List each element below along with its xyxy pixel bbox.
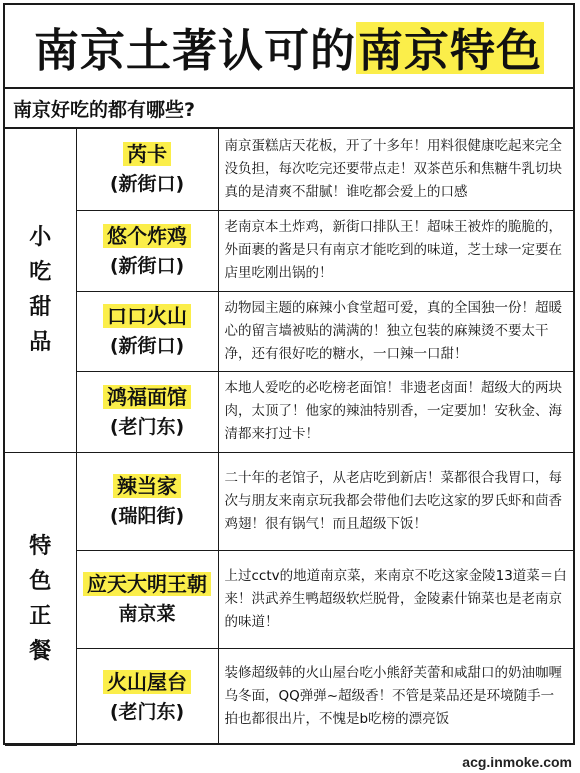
page-title <box>5 5 573 89</box>
restaurant-description: 动物园主题的麻辣小食堂超可爱，真的全国独一份！超暖心的留言墙被贴的满满的！独立包装的麻辣烫不要太干净，还有很好吃的糖水，一口辣一口甜！ <box>218 291 573 371</box>
food-guide-card <box>3 3 575 745</box>
question-heading: 南京好吃的都有哪些? <box>5 89 573 129</box>
category-char: 特 <box>29 533 52 559</box>
category-snacks <box>5 129 76 452</box>
restaurant-name: 芮卡 <box>123 139 171 169</box>
category-char: 甜 <box>29 295 52 321</box>
restaurant-location: (新街口) <box>109 335 185 357</box>
table-row <box>5 452 573 550</box>
title-text: 南京土著认可的 <box>33 23 356 77</box>
category-char: 吃 <box>29 260 52 286</box>
restaurant-name: 鸿福面馆 <box>103 382 191 412</box>
restaurant-description: 装修超级韩的火山屋台吃小熊舒芙蕾和咸甜口的奶油咖喱乌冬面，QQ弹弹~超级香！不管是菜品还是环境随手一拍也都很出片，不愧是b吃榜的漂亮饭 <box>218 648 573 745</box>
restaurant-name: 火山屋台 <box>103 667 191 697</box>
restaurant-description: 老南京本土炸鸡，新街口排队王！超味王被炸的脆脆的，外面裹的酱是只有南京才能吃到的味道，芝士球一定要在店里吃刚出锅的！ <box>218 210 573 291</box>
restaurant-name-cell <box>76 291 218 371</box>
table-row <box>5 210 573 291</box>
restaurant-description: 南京蛋糕店天花板，开了十多年！用料很健康吃起来完全没负担，每次吃完还要带点走！双茶芭乐和焦糖牛乳切块真的是清爽不甜腻！谁吃都会爱上的口感 <box>218 129 573 210</box>
restaurant-location: 南京菜 <box>118 603 176 625</box>
category-char: 餐 <box>29 638 52 664</box>
table-row <box>5 291 573 371</box>
restaurant-name-cell <box>76 129 218 210</box>
table-row <box>5 550 573 648</box>
restaurant-location: (瑞阳街) <box>109 505 185 527</box>
category-char: 品 <box>29 330 52 356</box>
restaurant-name-cell <box>76 210 218 291</box>
restaurant-name-cell <box>76 550 218 648</box>
site-watermark: acg.inmoke.com <box>462 754 572 770</box>
restaurant-description: 二十年的老馆子，从老店吃到新店！菜都很合我胃口，每次与朋友来南京玩我都会带他们去吃这家的罗氏虾和茴香鸡翅！很有锅气！而且超级下饭！ <box>218 452 573 550</box>
restaurant-location: (老门东) <box>109 415 185 438</box>
restaurant-name: 辣当家 <box>113 471 181 501</box>
restaurant-name: 应天大明王朝 <box>83 569 211 599</box>
table-row <box>5 371 573 452</box>
restaurant-name: 悠个炸鸡 <box>103 221 191 251</box>
title-highlight: 南京特色 <box>356 14 544 79</box>
restaurant-location: (新街口) <box>109 254 185 277</box>
restaurant-description: 本地人爱吃的必吃榜老面馆！非遗老卤面！超级大的两块肉，太顶了！他家的辣油特别香，一定要加！安秋金、海清都来打过卡！ <box>218 371 573 452</box>
table-row <box>5 648 573 745</box>
category-char: 色 <box>29 568 52 594</box>
restaurant-location: (新街口) <box>109 173 185 196</box>
restaurant-location: (老门东) <box>109 700 185 723</box>
restaurant-name-cell <box>76 452 218 550</box>
restaurant-description: 上过cctv的地道南京菜，来南京不吃这家金陵13道菜＝白来！洪武养生鸭超级软烂脱骨，金陵素什锦菜也是老南京的味道！ <box>218 550 573 648</box>
restaurant-table <box>5 129 573 746</box>
category-char: 小 <box>29 225 52 251</box>
restaurant-name: 口口火山 <box>103 301 191 331</box>
table-row <box>5 129 573 210</box>
category-char: 正 <box>29 603 52 629</box>
restaurant-name-cell <box>76 648 218 745</box>
restaurant-name-cell <box>76 371 218 452</box>
category-mains <box>5 452 76 745</box>
